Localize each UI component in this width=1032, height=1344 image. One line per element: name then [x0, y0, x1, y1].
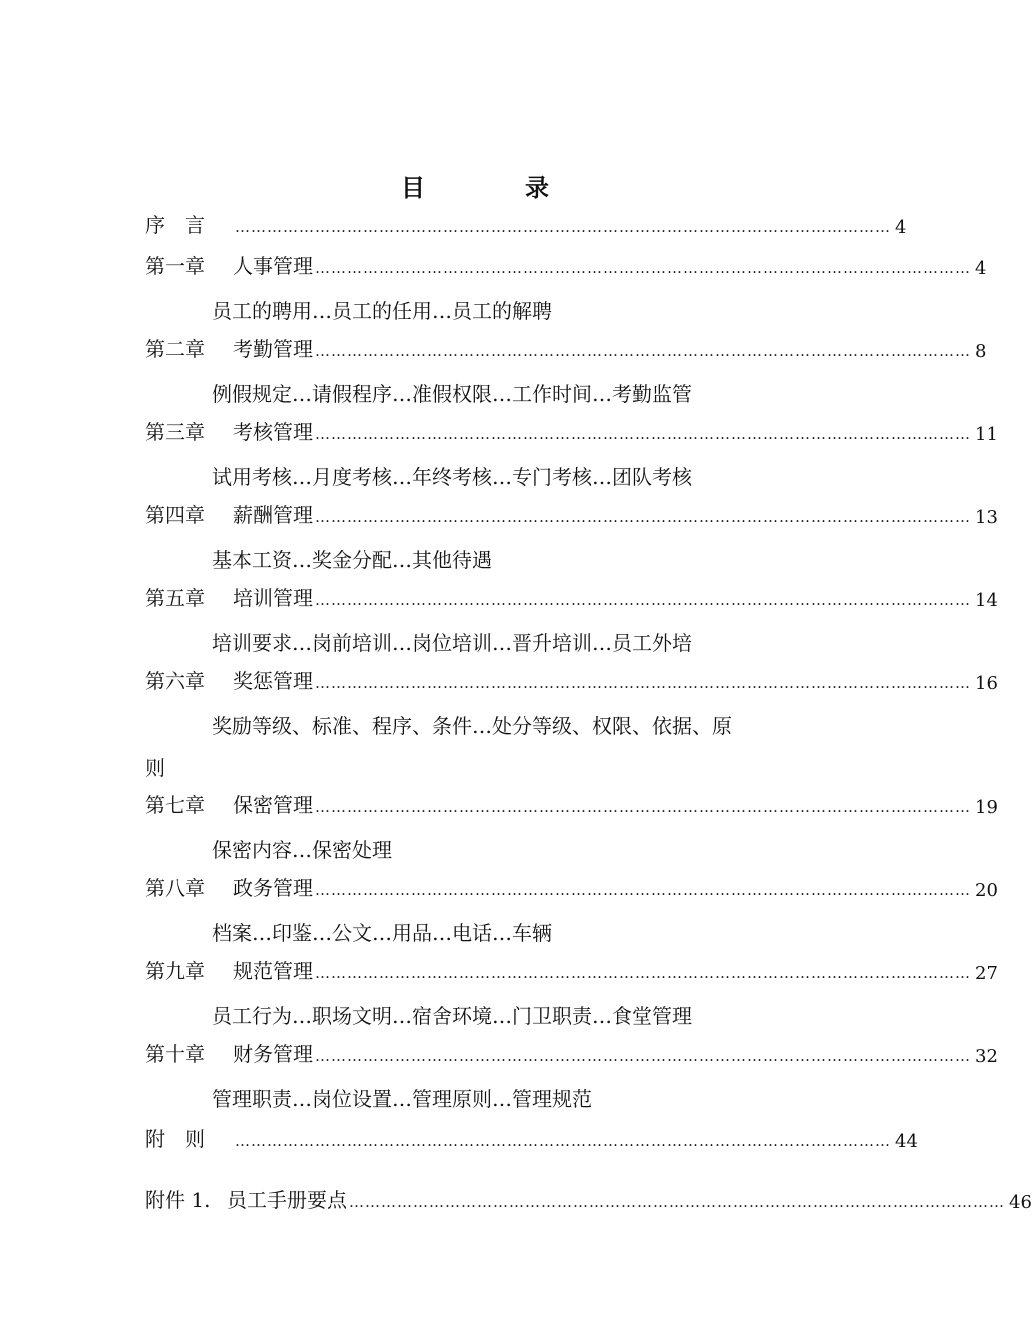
toc-chapter: 第六章 — [145, 669, 205, 693]
dot-leader: …………………………………………………………………………………………………………… — [315, 342, 971, 360]
toc-chapter-name: 员工手册要点 — [227, 1188, 347, 1212]
toc-chapter: 第五章 — [145, 586, 205, 610]
toc-chapter: 第八章 — [145, 876, 205, 900]
dot-leader: …………………………………………………………………………………………………………… — [315, 259, 971, 277]
toc-chapter: 序 言 — [145, 213, 205, 237]
toc-page-number: 16 — [975, 673, 998, 694]
toc-entry-chapter-5[interactable] — [145, 583, 998, 611]
toc-chapter: 附 则 — [145, 1127, 205, 1151]
toc-chapter: 第四章 — [145, 503, 205, 527]
page-title: 目 录 — [401, 174, 587, 202]
toc-subtopics: 员工行为…职场文明…宿舍环境…门卫职责…食堂管理 — [212, 1004, 692, 1028]
toc-chapter-name: 考核管理 — [233, 420, 313, 444]
toc-chapter: 第十章 — [145, 1042, 205, 1066]
toc-chapter: 附件 1. — [145, 1188, 211, 1212]
toc-entry-preface[interactable] — [145, 210, 907, 238]
toc-chapter: 第九章 — [145, 959, 205, 983]
toc-entry-chapter-8[interactable] — [145, 873, 998, 901]
toc-chapter-name: 保密管理 — [233, 793, 313, 817]
toc-entry-chapter-2[interactable] — [145, 334, 987, 362]
toc-subtopics: 档案…印鉴…公文…用品…电话…车辆 — [212, 921, 552, 945]
toc-subtopics: 保密内容…保密处理 — [212, 838, 392, 862]
toc-chapter-name: 政务管理 — [233, 876, 313, 900]
dot-leader: …………………………………………………………………………………………………………… — [315, 964, 971, 982]
dot-leader: …………………………………………………………………………………………………………… — [315, 798, 971, 816]
toc-page-number: 20 — [975, 880, 998, 901]
toc-subtopics: 培训要求…岗前培训…岗位培训…晋升培训…员工外培 — [212, 631, 692, 655]
toc-page-number: 4 — [975, 258, 987, 279]
toc-page-number: 4 — [895, 217, 907, 238]
toc-chapter: 第一章 — [145, 254, 205, 278]
toc-subtopics: 员工的聘用…员工的任用…员工的解聘 — [212, 299, 552, 323]
toc-chapter: 第二章 — [145, 337, 205, 361]
toc-page-number: 19 — [975, 797, 998, 818]
dot-leader: …………………………………………………………………………………………………………… — [235, 218, 891, 236]
toc-chapter-name: 规范管理 — [233, 959, 313, 983]
dot-leader: …………………………………………………………………………………………………………… — [315, 674, 971, 692]
toc-chapter-name: 考勤管理 — [233, 337, 313, 361]
dot-leader: …………………………………………………………………………………………………………… — [349, 1193, 1005, 1211]
toc-entry-chapter-3[interactable] — [145, 417, 998, 445]
toc-page-number: 44 — [895, 1131, 918, 1152]
dot-leader: …………………………………………………………………………………………………………… — [315, 425, 971, 443]
toc-subtopics: 试用考核…月度考核…年终考核…专门考核…团队考核 — [212, 465, 692, 489]
toc-entry-chapter-9[interactable] — [145, 956, 998, 984]
toc-subtopics: 例假规定…请假程序…准假权限…工作时间…考勤监管 — [212, 382, 692, 406]
toc-page-number: 11 — [975, 424, 998, 445]
toc-chapter-name: 奖惩管理 — [233, 669, 313, 693]
toc-page-number: 8 — [975, 341, 987, 362]
toc-entry-chapter-10[interactable] — [145, 1039, 998, 1067]
toc-subtopics-continued: 则 — [145, 756, 165, 780]
toc-chapter-name: 薪酬管理 — [233, 503, 313, 527]
toc-subtopics: 基本工资…奖金分配…其他待遇 — [212, 548, 492, 572]
toc-entry-chapter-1[interactable] — [145, 251, 987, 279]
toc-entry-chapter-4[interactable] — [145, 500, 998, 528]
toc-page-number: 13 — [975, 507, 998, 528]
toc-page-number: 32 — [975, 1046, 998, 1067]
toc-chapter: 第三章 — [145, 420, 205, 444]
toc-subtopics: 管理职责…岗位设置…管理原则…管理规范 — [212, 1087, 592, 1111]
dot-leader: …………………………………………………………………………………………………………… — [315, 508, 971, 526]
toc-subtopics: 奖励等级、标准、程序、条件…处分等级、权限、依据、原 — [212, 714, 732, 738]
toc-entry-attachment-1[interactable] — [145, 1185, 1032, 1213]
toc-page-number: 14 — [975, 590, 998, 611]
toc-page-number: 46 — [1009, 1192, 1032, 1213]
toc-entry-appendix-rules[interactable] — [145, 1124, 918, 1152]
toc-page-number: 27 — [975, 963, 998, 984]
dot-leader: …………………………………………………………………………………………………………… — [315, 591, 971, 609]
toc-chapter: 第七章 — [145, 793, 205, 817]
toc-entry-chapter-6[interactable] — [145, 666, 998, 694]
dot-leader: …………………………………………………………………………………………………………… — [315, 1047, 971, 1065]
toc-chapter-name: 人事管理 — [233, 254, 313, 278]
dot-leader: …………………………………………………………………………………………………………… — [315, 881, 971, 899]
dot-leader: …………………………………………………………………………………………………………… — [235, 1132, 891, 1150]
toc-chapter-name: 财务管理 — [233, 1042, 313, 1066]
toc-entry-chapter-7[interactable] — [145, 790, 998, 818]
toc-chapter-name: 培训管理 — [233, 586, 313, 610]
